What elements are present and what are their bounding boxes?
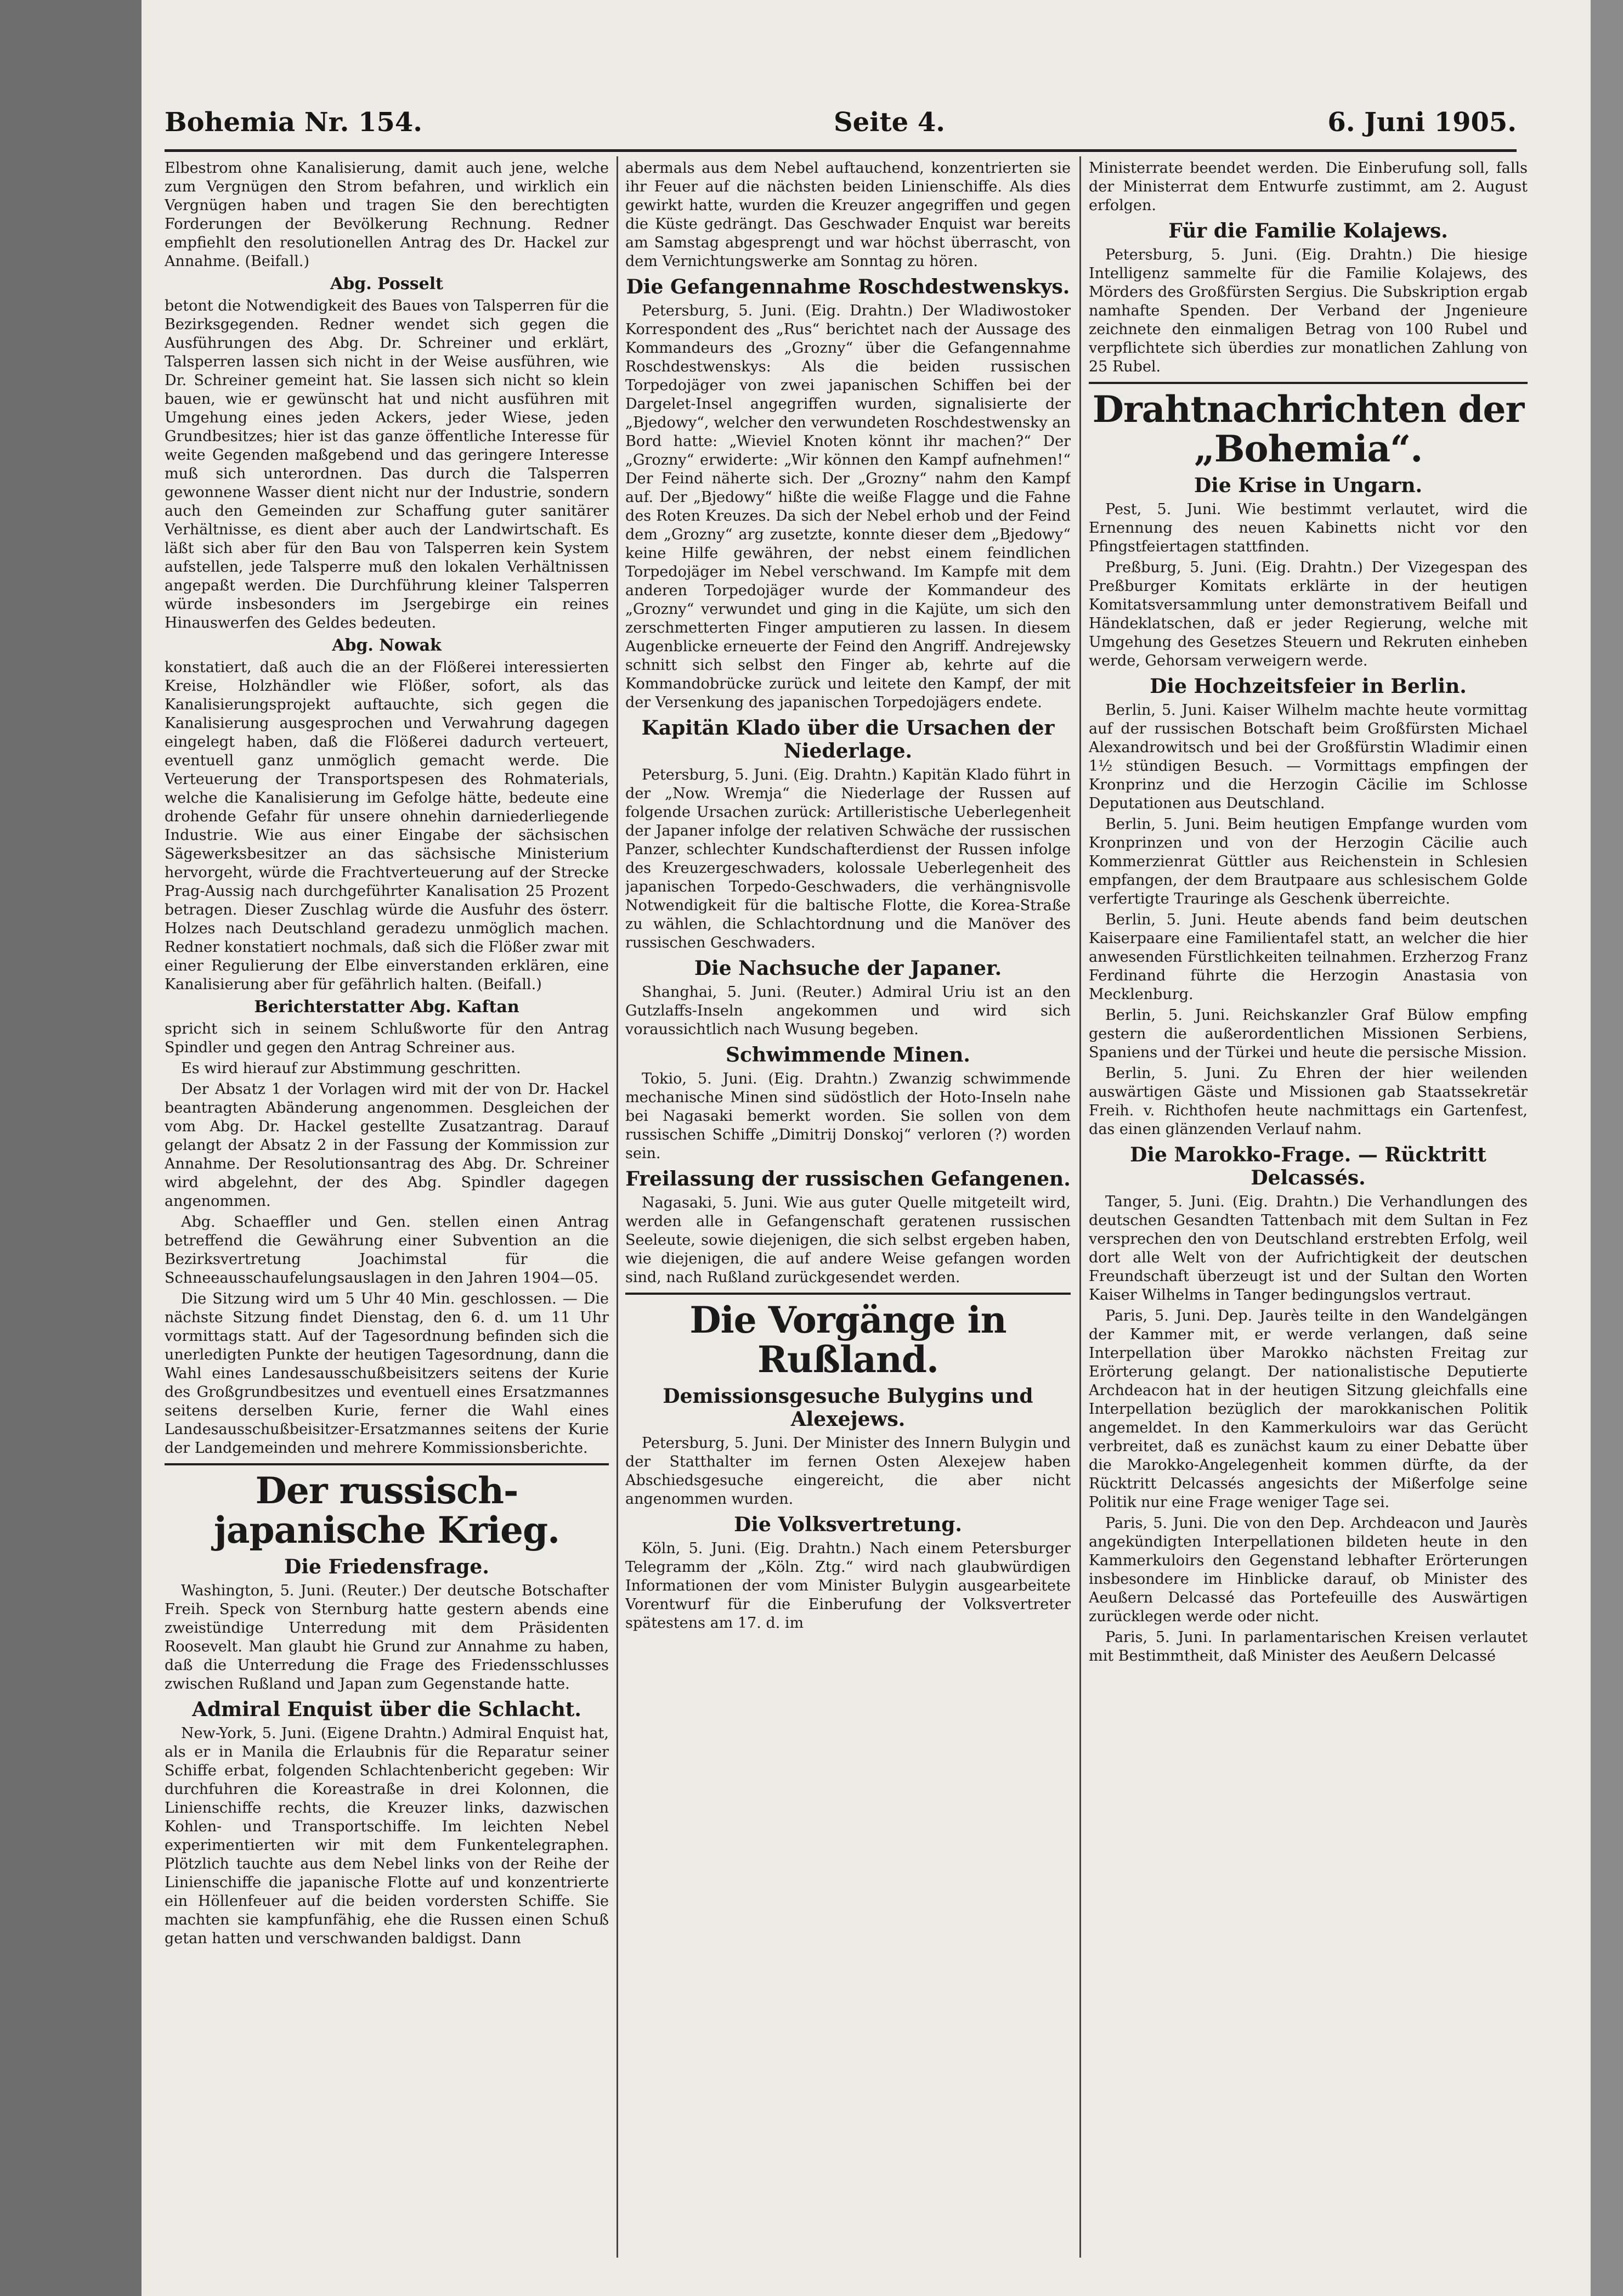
paragraph: Es wird hierauf zur Abstimmung geschritten.: [181, 1060, 521, 1077]
paragraph: Paris, 5. Juni. Die von den Dep. Archdeacon und Jaurès angekündigten Interpellationen bildeten heute in den Kammerkuloirs den Gegenstand lebhafter Erörterungen insbesondere im Hinblicke darauf, ob Minister des Aeußern Delcassé das Portefeuille des Auswärtigen zurücklegen werde oder nicht.: [1089, 1515, 1528, 1625]
article-heading: Demissionsgesuche Bulygins und Alexejews.: [663, 1385, 1033, 1431]
paragraph: Berlin, 5. Juni. Zu Ehren der hier weilenden auswärtigen Gäste und Missionen gab Staatssekretär Freih. v. Richthofen heute nachmittags ein Gartenfest, das einen glänzenden Verlauf nahm.: [1089, 1065, 1528, 1138]
paragraph: abermals aus dem Nebel auftauchend, konzentrierten sie ihr Feuer auf die nächsten beiden Linienschiffe. Als dies gewirkt hatte, wurden die Kreuzer angegriffen und gegen die Küste gedrängt. Das Geschwader Enquist war bereits am Samstag abgesprengt und war höchst überrascht, von dem Vernichtungswerke am Sonntag zu hören.: [625, 160, 1071, 270]
article-heading: Freilassung der russischen Gefangenen.: [625, 1167, 1071, 1191]
header-paper-number: Bohemia Nr. 154.: [165, 107, 422, 138]
paragraph: Paris, 5. Juni. Dep. Jaurès teilte in den Wandelgängen der Kammer mit, er werde verlangen, daß seine Interpellation über Marokko nächsten Freitag zur Erörterung gelangt. Der nationalistische Deputierte Archdeacon hat in der heutigen Sitzung gleichfalls eine Interpellation bezüglich der marokkanischen Politik angemeldet. In den Kammerkuloirs war das Gerücht verbreitet, daß es zunächst kaum zu einer Debatte über die Marokko-Angelegenheit kommen dürfte, da der Rücktritt Delcassés angesichts der Mißerfolge seine Politik nur eine Frage weniger Tage sei.: [1089, 1307, 1528, 1511]
paragraph: Petersburg, 5. Juni. (Eig. Drahtn.) Kapitän Klado führt in der „Now. Wremja“ die Niederlage der Russen auf folgende Ursachen zurück: Artilleristische Ueberlegenheit der Japaner infolge der relativen Schwäche der russischen Panzer, schlechter Kundschafterdienst der Russen infolge des Kreuzergeschwaders, kolossale Ueberlegenheit des japanischen Torpedo-Geschwaders, die verhängnisvolle Notwendigkeit für die baltische Flotte, die Korea-Straße zu wählen, die Schlachtordnung und die Manöver des russischen Geschwaders.: [625, 766, 1071, 951]
article-heading: Die Marokko-Frage. — Rücktritt Delcassés.: [1130, 1143, 1486, 1189]
article-heading: Die Hochzeitsfeier in Berlin.: [1150, 675, 1467, 698]
paragraph: New-York, 5. Juni. (Eigene Drahtn.) Admiral Enquist hat, als er in Manila die Erlaubnis für die Reparatur seiner Schiffe erbat, folgenden Schlachtenbericht gegeben: Wir durchfuhren die Koreastraße in drei Kolonnen, die Linienschiffe rechts, die Kreuzer links, dazwischen Kohlen- und Transportschiffe. Im leichten Nebel experimentierten wir mit dem Funkentelegraphen. Plötzlich tauchte aus dem Nebel links von der Reihe der Linienschiffe die japanische Flotte auf und konzentrierte ein Höllenfeuer auf die beiden vordersten Schiffe. Sie machten sie kampfunfähig, ehe die Russen einen Schuß getan hatten und verschwanden baldigst. Dann: [165, 1725, 609, 1947]
article-heading: Schwimmende Minen.: [726, 1043, 970, 1067]
article-heading: Die Nachsuche der Japaner.: [694, 957, 1002, 980]
paragraph: betont die Notwendigkeit des Baues von Talsperren für die Bezirksgegenden. Redner wendet sich gegen die Ausführungen des Abg. Dr. Schreiner und erklärt, Talsperren lassen sich nicht in der Weise ausführen, wie Dr. Schreiner gemeint hat. Sie lassen sich nicht so klein bauen, wie er gewünscht hat und nicht ausführen mit Umgehung eines jeden Ackers, jeder Wiese, jeden Grundbesitzes; hier ist das ganze öffentliche Interesse für weite Gegenden maßgebend und das geringere Interesse muß sich unterordnen. Das durch die Talsperren gewonnene Wasser dient nicht nur der Industrie, sondern auch den Gemeinden zur Schaffung guter sanitärer Verhältnisse, es dient aber auch der Landwirtschaft. Es läßt sich aber für den Bau von Talsperren kein System aufstellen, jede Talsperre muß den lokalen Verhältnissen angepaßt werden. Die Durchführung kleiner Talsperren würde insbesonders im Jsergebirge ein reines Hinauswerfen des Geldes bedeuten.: [165, 297, 609, 631]
speaker-heading: Berichterstatter Abg. Kaftan: [254, 997, 519, 1017]
paragraph: Petersburg, 5. Juni. (Eig. Drahtn.) Der Wladiwostoker Korrespondent des „Rus“ berichtet nach der Aussage des Kommandeurs des „Grozny“ über die Gefangennahme Roschdestwenskys: Als die beiden russischen Torpedojäger von zwei japanischen Schiffen bei der Dargelet-Insel angegriffen wurden, signalisierte der „Bjedowy“, welcher den verwundeten Roschdestwensky an Bord hatte: „Wieviel Knoten könnt ihr machen?“ Der „Grozny“ erwiderte: „Wir können den Kampf aufnehmen!“ Der Feind näherte sich. Der „Grozny“ nahm den Kampf auf. Der „Bjedowy“ hißte die weiße Flagge und die Fahne des Roten Kreuzes. Da sich der Nebel erhob und der Feind dem „Grozny“ arg zusetzte, konnte dieser dem „Bjedowy“ keine Hilfe gewähren, der nebst einem feindlichen Torpedojäger im Nebel verschwand. Im Kampfe mit dem anderen Torpedojäger wurde der Kommandeur des „Grozny“ verwundet und ging in die Kajüte, um sich den zerschmetterten Finger amputieren zu lassen. In diesem Augenblicke erneuerte der Feind den Angriff. Andrejewsky schnitt sich selbst den Finger ab, kehrte auf die Kommandobrücke zurück und leitete den Kampf, der mit der Versenkung des japanischen Torpedojägers endete.: [625, 302, 1071, 711]
section-rule: [165, 1463, 609, 1465]
section-title-war: Der russisch-japanische Krieg.: [213, 1469, 560, 1552]
speaker-heading: Abg. Posselt: [330, 274, 443, 294]
column-divider-1: [617, 156, 618, 2258]
paragraph: Berlin, 5. Juni. Reichskanzler Graf Bülow empfing gestern die außerordentlichen Missionen Serbiens, Spaniens und der Türkei und heute die persische Mission.: [1089, 1007, 1528, 1061]
header-rule: [165, 149, 1517, 152]
paragraph: Petersburg, 5. Juni. Der Minister des Innern Bulygin und der Statthalter im fernen Osten Alexejew haben Abschiedsgesuche eingereicht, die aber nicht angenommen wurden.: [625, 1435, 1071, 1508]
paragraph: Berlin, 5. Juni. Heute abends fand beim deutschen Kaiserpaare eine Familientafel statt, an welcher die hier anwesenden Fürstlichkeiten teilnahmen. Erzherzog Franz Ferdinand führte die Herzogin Anastasia von Mecklenburg.: [1089, 911, 1528, 1003]
paragraph: Washington, 5. Juni. (Reuter.) Der deutsche Botschafter Freih. Speck von Sternburg hatte gestern abends eine zweistündige Unterredung mit dem Präsidenten Roosevelt. Man glaubt hie Grund zur Annahme zu haben, daß die Unterredung die Frage des Friedensschlusses zwischen Rußland und Japan zum Gegenstande hatte.: [165, 1582, 609, 1693]
paragraph: Der Absatz 1 der Vorlagen wird mit der von Dr. Hackel beantragten Abänderung angenommen. Desgleichen der vom Abg. Dr. Hackel gestellte Zusatzantrag. Darauf gelangt der Absatz 2 in der Fassung der Kommission zur Annahme. Der Resolutionsantrag des Abg. Dr. Schreiner wird abgelehnt, der des Abg. Spindler dagegen angenommen.: [165, 1081, 609, 1210]
article-heading: Kapitän Klado über die Ursachen der Niederlage.: [641, 717, 1055, 763]
paragraph: Köln, 5. Juni. (Eig. Drahtn.) Nach einem Petersburger Telegramm der „Köln. Ztg.“ wird nach glaubwürdigen Informationen der vom Minister Bulygin ausgearbeitete Vorentwurf für die Einberufung der Volksvertreter spätestens am 17. d. im: [625, 1540, 1071, 1632]
article-heading: Für die Familie Kolajews.: [1168, 219, 1448, 242]
section-rule: [625, 1293, 1071, 1295]
paragraph: Die Sitzung wird um 5 Uhr 40 Min. geschlossen. — Die nächste Sitzung findet Dienstag, den 6. d. um 11 Uhr vormittags statt. Auf der Tagesordnung befinden sich die unerledigten Punkte der heutigen Tagesordnung, dann die Wahl eines Landesausschußbeisitzers seitens der Kurie des Großgrundbesitzes und eventuell eines Ersatzmannes seitens derselben Kurie, ferner die Wahl eines Landesausschußbeisitzer-Ersatzmannes seitens der Kurie der Landgemeinden und mehrere Kommissionsberichte.: [165, 1290, 609, 1457]
speaker-heading: Abg. Nowak: [332, 636, 442, 655]
article-heading: Die Friedensfrage.: [284, 1555, 489, 1578]
paragraph: Tokio, 5. Juni. (Eig. Drahtn.) Zwanzig schwimmende mechanische Minen sind südöstlich der Hoto-Inseln nahe bei Nagasaki bemerkt worden. Sie sollen von dem russischen Schiffe „Dimitrij Donskoj“ verloren (?) worden sein.: [625, 1070, 1071, 1162]
paragraph: Shanghai, 5. Juni. (Reuter.) Admiral Uriu ist an den Gutzlaffs-Inseln angekommen und wird sich voraussichtlich nach Wusung begeben.: [625, 984, 1071, 1038]
paragraph: Petersburg, 5. Juni. (Eig. Drahtn.) Die hiesige Intelligenz sammelte für die Familie Kolajews, des Mörders des Großfürsten Sergius. Die Subskription ergab namhafte Spenden. Der Verband der Jngenieure zeichnete den einmaligen Betrag von 100 Rubel und verpflichtete sich überdies zur monatlichen Zahlung von 25 Rubel.: [1089, 246, 1528, 375]
column-1: [165, 159, 609, 2260]
paragraph: Berlin, 5. Juni. Beim heutigen Empfange wurden vom Kronprinzen und von der Herzogin Cäcilie auch Kommerzienrat Güttler aus Reichenstein in Schlesien empfangen, der dem Brautpaare aus schlesischem Golde verfertigte Trauringe als Geschenk überreichte.: [1089, 816, 1528, 907]
paragraph: Pest, 5. Juni. Wie bestimmt verlautet, wird die Ernennung des neuen Kabinetts nicht vor den Pfingstfeiertagen stattfinden.: [1089, 501, 1528, 555]
header-page-number: Seite 4.: [834, 107, 945, 138]
column-divider-2: [1079, 156, 1081, 2258]
paragraph: Elbestrom ohne Kanalisierung, damit auch jene, welche zum Vergnügen den Strom befahren, und wirklich ein Vergnügen haben und tragen Sie den berechtigten Forderungen der Bevölkerung Rechnung. Redner empfiehlt den resolutionellen Antrag des Dr. Hackel zur Annahme. (Beifall.): [165, 160, 609, 270]
paragraph: Berlin, 5. Juni. Kaiser Wilhelm machte heute vormittag auf der russischen Botschaft beim Großfürsten Michael Alexandrowitsch und bei der Großfürstin Wladimir einen 1½ stündigen Besuch. — Vormittags empfingen der Kronprinz und die Herzogin Cäcilie im Schlosse Deputationen aus Deutschland.: [1089, 702, 1528, 812]
paragraph: Abg. Schaeffler und Gen. stellen einen Antrag betreffend die Gewährung einer Subvention an die Bezirksvertretung Joachimstal für die Schneeausschaufelungsauslagen in den Jahren 1904—05.: [165, 1214, 609, 1287]
paragraph: Ministerrate beendet werden. Die Einberufung soll, falls der Ministerrat dem Entwurfe zustimmt, am 2. August erfolgen.: [1089, 160, 1528, 214]
page-header: [165, 107, 1517, 145]
paragraph: spricht sich in seinem Schlußworte für den Antrag Spindler und gegen den Antrag Schreiner aus.: [165, 1020, 609, 1056]
article-heading: Die Krise in Ungarn.: [1194, 474, 1423, 497]
article-heading: Die Volksvertretung.: [734, 1513, 962, 1536]
article-heading: Admiral Enquist über die Schlacht.: [192, 1698, 581, 1721]
paragraph: Tanger, 5. Juni. (Eig. Drahtn.) Die Verhandlungen des deutschen Gesandten Tattenbach mit dem Sultan in Fez versprechen den von Deutschland erstrebten Erfolg, weil dort alle Welt von der Aufrichtigkeit der deutschen Freundschaft überzeugt ist und der Sultan den Worten Kaiser Wilhelms in Tanger bedingungslos vertraut.: [1089, 1193, 1528, 1304]
column-3: [1089, 159, 1528, 2260]
paragraph: Nagasaki, 5. Juni. Wie aus guter Quelle mitgeteilt wird, werden alle in Gefangenschaft geratenen russischen Seeleute, sowie diejenigen, die sich selbst ergeben haben, wie diejenigen, die auf andere Weise gefangen worden sind, nach Rußland zurückgesendet werden.: [625, 1194, 1071, 1286]
article-heading: Die Gefangennahme Roschdestwenskys.: [626, 275, 1070, 298]
header-date: 6. Juni 1905.: [1327, 107, 1517, 138]
page-edge: [1591, 0, 1623, 2296]
section-rule: [1089, 382, 1528, 384]
paragraph: konstatiert, daß auch die an der Flößerei interessierten Kreise, Holzhändler wie Flößer, sofort, als das Kanalisierungsprojekt auftauchte, sich gegen die Kanalisierung ausgesprochen und Verwahrung dagegen eingelegt haben, daß die Flößerei dadurch verteuert, eventuell ganz unmöglich gemacht werde. Die Verteuerung der Transportspesen des Rohmaterials, welche die Kanalisierung im Gefolge hätte, bedeute eine drohende Gefahr für unsere ohnehin darniederliegende Industrie. Wie aus einer Eingabe der sächsischen Sägewerksbesitzer an das sächsische Ministerium hervorgeht, würde die Frachtverteuerung auf der Strecke Prag-Aussig nach durchgeführter Kanalisation 25 Prozent betragen. Dieser Zuschlag würde die Ausfuhr des österr. Holzes nach Deutschland geradezu unmöglich machen. Redner konstatiert nochmals, daß sich die Flößer zwar mit einer Regulierung der Elbe einverstanden erklären, eine Kanalisierung aber für gefährlich halten. (Beifall.): [165, 659, 609, 993]
paragraph: Paris, 5. Juni. In parlamentarischen Kreisen verlautet mit Bestimmtheit, daß Minister des Aeußern Delcassé: [1089, 1629, 1528, 1665]
paragraph: Preßburg, 5. Juni. (Eig. Drahtn.) Der Vizegespan des Preßburger Komitats erklärte in der heutigen Komitatsversammlung unter demonstrativem Beifall und Händeklatschen, daß er jeder Regierung, welche mit Umgehung des Gesetzes Steuern und Rekruten einheben werde, Gehorsam verweigern werde.: [1089, 559, 1528, 669]
section-title-russia: Die Vorgänge in Rußland.: [689, 1299, 1006, 1381]
column-2: [625, 159, 1071, 2260]
section-title-wire-news: Drahtnachrichten der „Bohemia“.: [1092, 388, 1524, 470]
